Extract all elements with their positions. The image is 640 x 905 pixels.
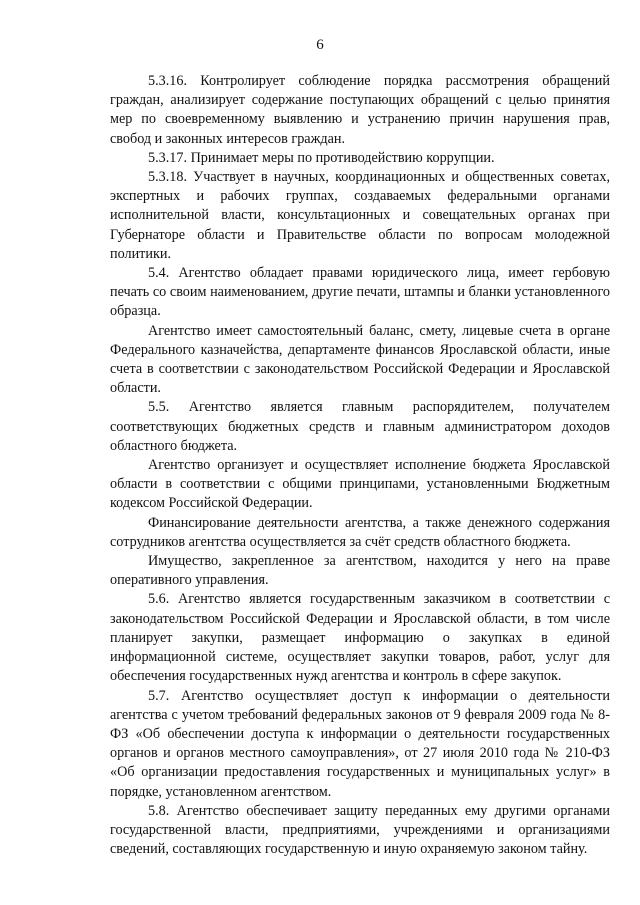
paragraph-property: Имущество, закрепленное за агентством, находится у него на праве оперативного управления. (110, 553, 610, 589)
paragraph-5-3-18: 5.3.18. Участвует в научных, координационных и общественных советах, экспертных и рабочих группах, создаваемых федеральными органами исполнительной власти, консультационных и совещательных органах при Губернаторе области и Правительстве области по вопросам молодежной политики. (110, 169, 610, 262)
document-body (110, 72, 610, 859)
paragraph-5-4: 5.4. Агентство обладает правами юридического лица, имеет гербовую печать со своим наименованием, другие печати, штампы и бланки установленного образца. (110, 265, 610, 320)
paragraph-5-5: 5.5. Агентство является главным распорядителем, получателем соответствующих бюджетных средств и главным администратором доходов областного бюджета. (110, 399, 610, 454)
paragraph-budget-execution: Агентство организует и осуществляет исполнение бюджета Ярославской области в соответствии с общими принципами, установленными Бюджетным кодексом Российской Федерации. (110, 457, 610, 512)
paragraph-balance: Агентство имеет самостоятельный баланс, смету, лицевые счета в органе Федерального казначейства, департаменте финансов Ярославской области, иные счета в соответствии с законодательством Российской Федерации и Ярославской области. (110, 322, 610, 397)
paragraph-5-6: 5.6. Агентство является государственным заказчиком в соответствии с законодательством Российской Федерации и Ярославской области, в том числе планирует закупки, размещает информацию о закупках в единой информационной системе, осуществляет закупки товаров, работ, услуг для обеспечения государственных нужд агентства и контроль в сфере закупок. (110, 591, 610, 685)
page-number: 6 (316, 37, 324, 53)
paragraph-5-3-16: 5.3.16. Контролирует соблюдение порядка рассмотрения обращений граждан, анализирует содержание поступающих обращений с целью принятия мер по своевременному выявлению и устранению причин нарушения прав, свобод и законных интересов граждан. (110, 73, 610, 147)
paragraph-financing: Финансирование деятельности агентства, а также денежного содержания сотрудников агентства осуществляется за счёт средств областного бюджета. (110, 514, 610, 550)
paragraph-5-3-17: 5.3.17. Принимает меры по противодействию коррупции. (148, 149, 495, 166)
paragraph-5-7: 5.7. Агентство осуществляет доступ к информации о деятельности агентства с учетом требований федеральных законов от 9 февраля 2009 года № 8-ФЗ «Об обеспечении доступа к информации о деятельности государственных органов и органов местного самоуправления», от 27 июля 2010 года № 210-ФЗ «Об организации предоставления государственных и муниципальных услуг» в порядке, установленном агентством. (110, 687, 610, 800)
paragraph-5-8: 5.8. Агентство обеспечивает защиту переданных ему другими органами государственной власти, предприятиями, учреждениями и организациями сведений, составляющих государственную и иную охраняемую законом тайну. (110, 802, 610, 858)
